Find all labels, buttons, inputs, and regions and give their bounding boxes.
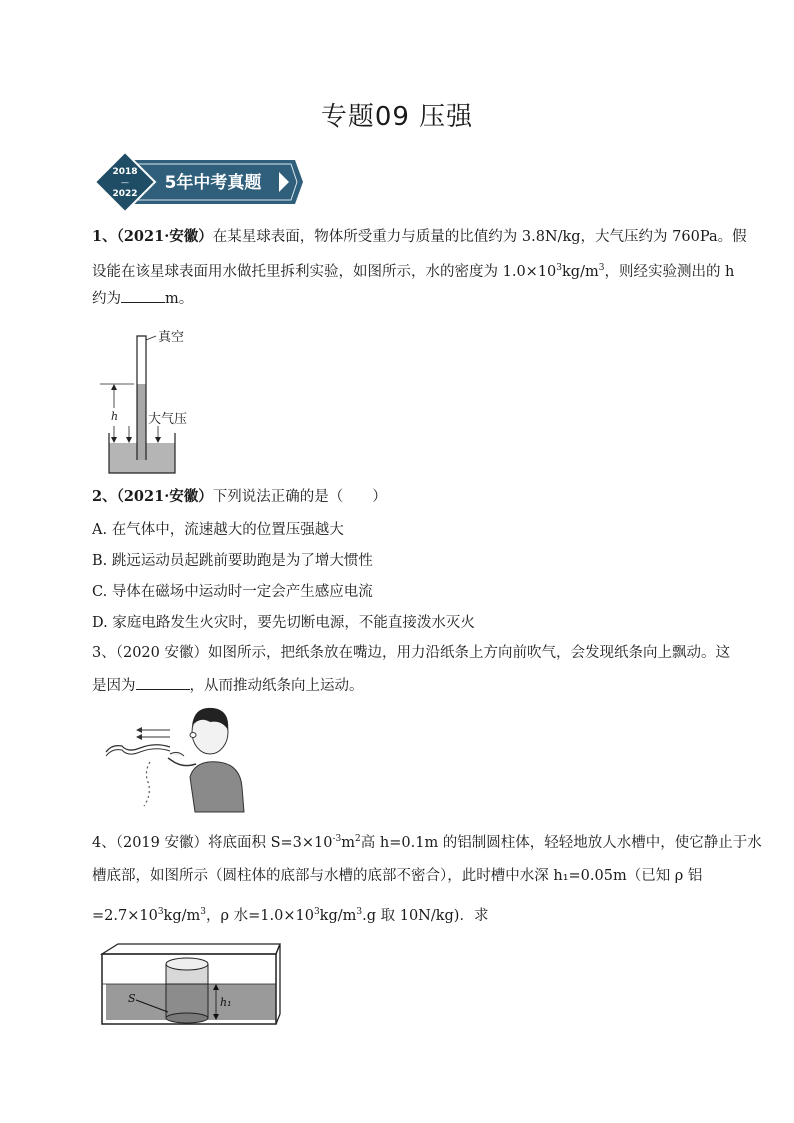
q4-text1c: 高 h=0.1m 的铝制圆柱体，轻轻地放人水槽中，使它静止于水 [360, 834, 762, 851]
q2-text: 下列说法正确的是（ ） [212, 489, 387, 505]
q4-sup3: 3 [157, 907, 164, 917]
q3-text2a: 是因为 [92, 678, 136, 694]
q3-line1: 3、（2020 安徽）如图所示，把纸条放在嘴边，用力沿纸条上方向前吹气，会发现纸条向上飘动。这 [92, 645, 730, 661]
q4-line3 [92, 902, 712, 926]
q1-text2b: kg/m [562, 263, 599, 280]
q4-text3d: kg/m [319, 907, 357, 924]
blowing-paper-figure [100, 702, 250, 817]
q1-sup2: 3 [598, 263, 605, 273]
q1-text2a: 设能在该星球表面用水做托里拆利实验，如图所示，水的密度为 1.0×10 [92, 263, 557, 280]
label-atmosphere: 大气压 [148, 412, 188, 427]
q2-option-a[interactable]: A. 在气体中，流速越大的位置压强越大 [92, 522, 344, 538]
q1-number: 1、 [92, 228, 117, 245]
q4-line1 [92, 829, 762, 853]
badge-label: 5年中考真题 [164, 173, 262, 193]
q3-answer-blank[interactable] [136, 675, 190, 690]
water-tank-figure [100, 940, 285, 1030]
q1-source: （2021·安徽） [116, 228, 213, 245]
q4-line2: 槽底部，如图所示（圆柱体的底部与水槽的底部不密合），此时槽中水深 h₁=0.05m（已知 ρ 铝 [92, 868, 703, 884]
q2-stem [92, 487, 712, 507]
label-vacuum: 真空 [158, 330, 185, 345]
q4-sup4: 3 [200, 907, 206, 917]
q1-line3 [92, 288, 712, 309]
q1-text2c: ，则经实验测出的 h [604, 263, 735, 280]
q1-answer-blank[interactable] [121, 288, 165, 303]
q4-text1b: m [341, 834, 356, 851]
q2-option-d[interactable]: D. 家庭电路发生火灾时，要先切断电源，不能直接泼水灭火 [92, 615, 475, 631]
badge-year-start: 2018 [112, 167, 138, 177]
q4-text3c: ，ρ 水=1.0×10 [205, 907, 314, 924]
page-title: 专题09 压强 [320, 102, 474, 132]
label-h1: h₁ [220, 996, 232, 1009]
badge-year-end: 2022 [112, 189, 138, 199]
q4-sup1: -3 [332, 834, 342, 844]
q1-line1 [92, 227, 747, 247]
q1-text1: 在某星球表面，物体所受重力与质量的比值约为 3.8N/kg，大气压约为 760Pa。假 [212, 229, 747, 245]
q1-line2 [92, 258, 735, 282]
q2-source: （2021·安徽） [116, 488, 213, 505]
torricelli-figure [100, 328, 210, 478]
section-badge [95, 152, 305, 212]
q1-text3b: m。 [165, 291, 194, 307]
q2-number: 2、 [92, 488, 117, 505]
badge-year-sep: — [121, 178, 129, 187]
q4-text1a: 4、（2019 安徽）将底面积 S=3×10 [92, 834, 333, 851]
label-h: h [111, 410, 119, 423]
q1-sup1: 3 [556, 263, 563, 273]
label-s: S [128, 992, 136, 1005]
q4-text3e: .g 取 10N/kg)．求 [362, 907, 489, 924]
q4-text3a: =2.7×10 [92, 907, 158, 924]
q3-text2b: ，从而推动纸条向上运动。 [189, 678, 364, 694]
q4-text3b: kg/m [163, 907, 201, 924]
q4-sup5: 3 [313, 907, 320, 917]
q4-sup2: 2 [355, 834, 361, 844]
q2-option-c[interactable]: C. 导体在磁场中运动时一定会产生感应电流 [92, 584, 373, 600]
q2-option-b[interactable]: B. 跳远运动员起跳前要助跑是为了增大惯性 [92, 553, 373, 569]
q3-line2 [92, 675, 712, 696]
q1-text3a: 约为 [92, 291, 121, 307]
q4-sup6: 3 [356, 907, 363, 917]
